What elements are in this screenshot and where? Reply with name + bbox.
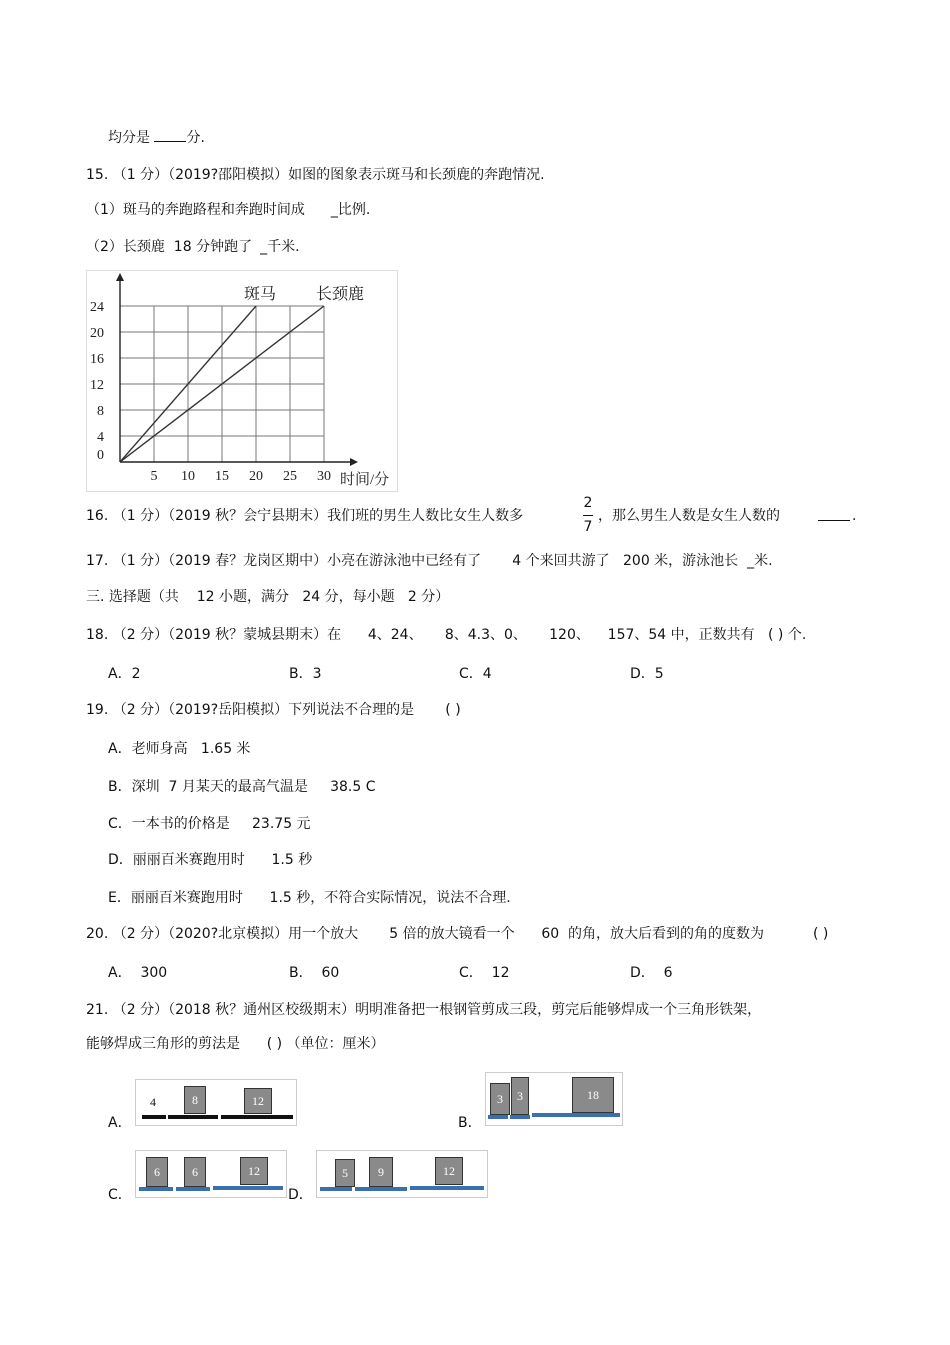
q21-option-c-label[interactable]: C． [108, 1187, 132, 1203]
pipe-segment [142, 1115, 166, 1119]
q21-option-b-image[interactable] [485, 1072, 623, 1126]
q16-tail: ，那么男生人数是女生人数的 [598, 508, 780, 524]
pipe-label: 12 [240, 1157, 268, 1185]
pipe-label: 18 [572, 1077, 614, 1113]
q18-option-c[interactable]: C．4 [459, 666, 492, 682]
x-tick-label: 20 [249, 469, 263, 484]
q18-option-b[interactable]: B．3 [289, 666, 322, 682]
series-label: 斑马 [243, 286, 277, 303]
q21-option-a-image[interactable] [135, 1079, 297, 1126]
q19-option-a[interactable]: A．老师身高 1.65 米 [108, 741, 251, 757]
q14-text: 均分是 [108, 130, 150, 146]
fraction-denominator: 7 [583, 519, 593, 535]
pipe-label: 6 [184, 1157, 206, 1187]
y-tick-label: 4 [97, 430, 104, 445]
q15-part1-text: （1）斑马的奔跑路程和奔跑时间成 [86, 202, 305, 218]
pipe-label: 3 [511, 1077, 529, 1115]
x-tick-label: 25 [283, 469, 297, 484]
q18-stem: 18. （2 分）（2019 秋？蒙城县期末）在 4、24、 8、4.3、0、 120、 157、54 中，正数共有 ( ) 个. [86, 627, 807, 643]
q19-option-b[interactable]: B．深圳 7 月某天的最高气温是 38.5 C [108, 779, 376, 795]
q15-part2 [86, 238, 300, 256]
pipe-segment [176, 1187, 210, 1191]
q15-part1-blank[interactable]: _比例. [330, 202, 371, 218]
q14-blank[interactable] [154, 127, 186, 142]
pipe-label: 8 [184, 1086, 206, 1114]
pipe-segment [410, 1186, 484, 1190]
q19-option-d[interactable]: D．丽丽百米赛跑用时 1.5 秒 [108, 852, 313, 868]
q17-stem: 17. （1 分）（2019 春？龙岗区期中）小亮在游泳池中已经有了 4 个来回共游了 200 米，游泳池长 _米. [86, 553, 773, 569]
x-tick-label: 10 [181, 469, 195, 484]
q18-option-a[interactable]: A．2 [108, 666, 141, 682]
x-tick-label: 5 [150, 469, 158, 484]
x-axis-label: 时间/分 [340, 472, 390, 488]
y-tick-label: 16 [90, 352, 104, 367]
q20-option-c[interactable]: C． 12 [459, 965, 510, 981]
fraction-numerator: 2 [583, 495, 593, 511]
pipe-segment [488, 1115, 508, 1119]
running-chart [86, 270, 398, 492]
pipe-label: 3 [490, 1083, 510, 1115]
q15-stem: 15. （1 分）（2019?邵阳模拟）如图的图象表示斑马和长颈鹿的奔跑情况. [86, 167, 545, 183]
q18-option-d[interactable]: D．5 [630, 666, 664, 682]
q21-stem-line2: 能够焊成三角形的剪法是 ( ) （单位：厘米） [86, 1036, 385, 1052]
q20-option-d[interactable]: D． 6 [630, 965, 673, 981]
x-tick-label: 30 [317, 469, 331, 484]
q21-stem-line1: 21. （2 分）（2018 秋？通州区校级期末）明明准备把一根钢管剪成三段，剪完后能够焊成一个三角形铁架， [86, 1002, 762, 1018]
q19-option-e[interactable]: E．丽丽百米赛跑用时 1.5 秒，不符合实际情况，说法不合理. [108, 890, 511, 906]
q15-part2-blank[interactable]: _千米. [260, 239, 300, 255]
q21-option-a-label[interactable]: A． [108, 1115, 132, 1131]
q14-unit: 分. [186, 130, 205, 146]
x-axis-arrow [350, 458, 358, 466]
q21-option-d-image[interactable] [316, 1150, 488, 1198]
q15-part1 [86, 201, 370, 219]
pipe-label: 9 [369, 1157, 393, 1187]
x-tick-label: 15 [215, 469, 229, 484]
pipe-segment [221, 1115, 293, 1119]
q20-option-a[interactable]: A． 300 [108, 965, 168, 981]
pipe-label: 12 [435, 1157, 463, 1185]
pipe-segment [213, 1186, 283, 1190]
q20-stem: 20. （2 分）（2020?北京模拟）用一个放大 5 倍的放大镜看一个 60 的角，放大后看到的角的度数为 ( ) [86, 926, 829, 942]
y-tick-label: 12 [90, 378, 104, 393]
y-tick-label: 24 [90, 300, 104, 315]
q21-option-b-label[interactable]: B． [458, 1115, 482, 1131]
fraction-bar [583, 515, 593, 516]
q21-option-d-label[interactable]: D． [288, 1187, 313, 1203]
y-tick-label: 20 [90, 326, 104, 341]
pipe-label: 6 [146, 1157, 168, 1187]
pipe-label: 5 [335, 1159, 355, 1187]
series-label: 长颈鹿 [315, 286, 365, 303]
chart-svg [87, 271, 397, 491]
y-axis-arrow [116, 273, 124, 281]
y-tick-label: 8 [97, 404, 104, 419]
pipe-segment [320, 1187, 352, 1191]
q16-stem: 16. （1 分）（2019 秋？会宁县期末）我们班的男生人数比女生人数多 [86, 508, 524, 524]
q14-tail [108, 127, 205, 147]
q16-period: . [852, 508, 857, 524]
q19-stem: 19. （2 分）（2019?岳阳模拟）下列说法不合理的是 ( ) [86, 702, 461, 718]
pipe-segment [355, 1187, 407, 1191]
pipe-label: 4 [146, 1092, 160, 1112]
q19-option-c[interactable]: C．一本书的价格是 23.75 元 [108, 816, 311, 832]
pipe-segment [168, 1115, 218, 1119]
q16-blank[interactable] [818, 506, 850, 521]
q20-option-b[interactable]: B． 60 [289, 965, 340, 981]
pipe-label: 12 [244, 1088, 272, 1114]
pipe-segment [510, 1115, 530, 1119]
q21-option-c-image[interactable] [135, 1150, 287, 1198]
q15-part2-text: （2）长颈鹿 18 分钟跑了 [86, 239, 253, 255]
section-3-heading: 三. 选择题（共 12 小题，满分 24 分，每小题 2 分） [86, 589, 450, 605]
pipe-segment [139, 1187, 173, 1191]
pipe-segment [532, 1113, 620, 1117]
y-tick-label: 0 [97, 448, 104, 463]
